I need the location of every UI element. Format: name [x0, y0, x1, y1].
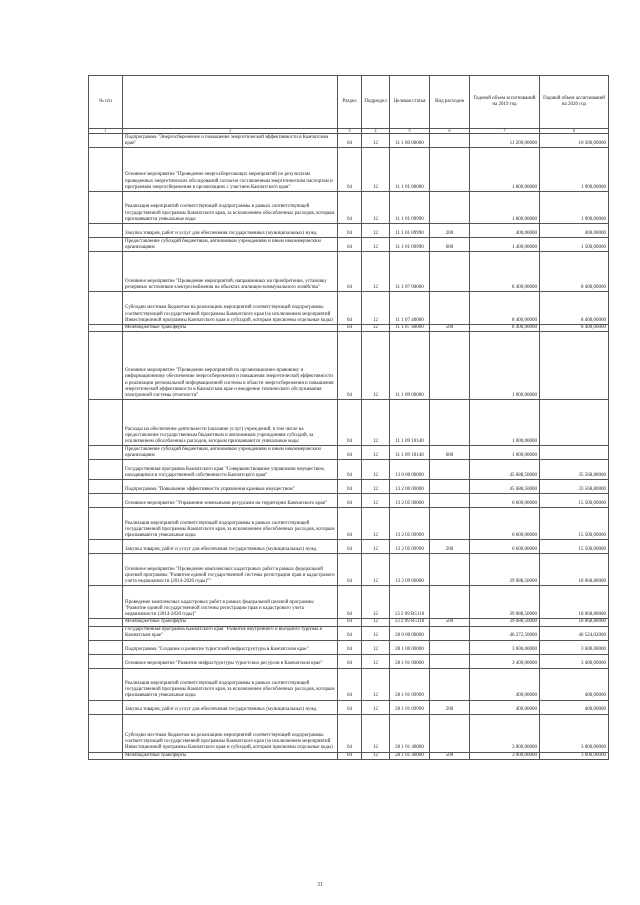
expense-type-cell: 600	[430, 238, 470, 252]
row-number-cell	[89, 508, 123, 540]
expense-type-cell	[430, 148, 470, 192]
volume-2019-cell: 400,00000	[470, 668, 540, 700]
column-number: 6	[430, 129, 470, 134]
section-cell: 04	[338, 494, 362, 508]
subsection-cell: 12	[362, 192, 390, 224]
target-article-cell: 28 1 01 00000	[390, 654, 430, 668]
subsection-cell: 12	[362, 332, 390, 400]
volume-2019-cell: 6 600,00000	[470, 540, 540, 554]
section-cell: 04	[338, 400, 362, 446]
subsection-cell: 12	[362, 460, 390, 480]
volume-2020-cell: 1 900,00000	[540, 148, 609, 192]
row-number-cell	[89, 586, 123, 619]
table-row	[89, 224, 609, 238]
expense-type-cell	[430, 400, 470, 446]
column-number: 1	[89, 129, 123, 134]
volume-2020-cell	[540, 446, 609, 460]
row-name-cell: Реализация мероприятий соответствующей подпрограммы в рамках соответствующей государственной программы Камчатского края, за исключением обособленных расходов, которым присваиваются уникальные коды	[123, 508, 338, 540]
section-cell: 04	[338, 714, 362, 752]
table-row	[89, 540, 609, 554]
expense-type-cell	[430, 292, 470, 325]
target-article-cell: 11 1 01 09990	[390, 192, 430, 224]
target-article-cell: 13 2 05 09990	[390, 508, 430, 540]
row-name-cell: Расходы на обеспечение деятельности (оказание услуг) учреждений, в том числе на предоставление государственным бюджетным и автономным учреждениям субсидий, за исключением обособленных расходов, которым присваиваются уникальные коды	[123, 400, 338, 446]
table-row	[89, 480, 609, 494]
expense-type-cell: 500	[430, 325, 470, 332]
volume-2020-cell: 3 000,00000	[540, 714, 609, 752]
row-number-cell	[89, 480, 123, 494]
section-cell: 04	[338, 332, 362, 400]
subsection-cell: 12	[362, 325, 390, 332]
volume-2019-cell: 1 800,00000	[470, 148, 540, 192]
subsection-cell: 12	[362, 446, 390, 460]
target-article-cell: 13 2 09 00000	[390, 554, 430, 586]
target-article-cell: 11 1 01 09990	[390, 224, 430, 238]
subsection-cell: 12	[362, 700, 390, 714]
target-article-cell: 28 1 01 09990	[390, 700, 430, 714]
target-article-cell: 11 1 07 40060	[390, 292, 430, 325]
expense-type-cell	[430, 494, 470, 508]
subsection-cell: 12	[362, 640, 390, 654]
subsection-cell: 12	[362, 494, 390, 508]
target-article-cell: 11 1 09 10140	[390, 446, 430, 460]
section-cell: 04	[338, 626, 362, 640]
volume-2020-cell: 33 568,80000	[540, 480, 609, 494]
section-cell: 04	[338, 554, 362, 586]
subsection-cell: 12	[362, 554, 390, 586]
volume-2019-cell: 8 400,00000	[470, 252, 540, 292]
target-article-cell: 28 1 01 40060	[390, 752, 430, 759]
row-name-cell: Предоставление субсидий бюджетным, автономным учреждениям и иным некоммерческим организациям	[123, 238, 338, 252]
row-number-cell	[89, 752, 123, 759]
table-row	[89, 238, 609, 252]
row-name-cell: Государственная программа Камчатского края "Развитие внутреннего и въездного туризма в Камчатском крае"	[123, 626, 338, 640]
section-cell: 04	[338, 752, 362, 759]
subsection-cell: 12	[362, 400, 390, 446]
row-number-cell	[89, 446, 123, 460]
volume-2019-cell: 3 600,00000	[470, 640, 540, 654]
row-name-cell: Государственная программа Камчатского края "Совершенствование управления имуществом, находящимся в государственной собственности Камчатского края"	[123, 460, 338, 480]
table-row	[89, 640, 609, 654]
expense-type-cell	[430, 668, 470, 700]
volume-2019-cell: 39 088,50000	[470, 554, 540, 586]
volume-2019-cell: 400,00000	[470, 700, 540, 714]
row-number-cell	[89, 619, 123, 626]
row-name-cell: Межбюджетные трансферты	[123, 325, 338, 332]
table-row	[89, 446, 609, 460]
subsection-cell: 12	[362, 508, 390, 540]
target-article-cell: 11 1 01 09990	[390, 238, 430, 252]
header-name	[123, 76, 338, 129]
row-name-cell: Предоставление субсидий бюджетным, автономным учреждениям и иным некоммерческим организациям	[123, 446, 338, 460]
volume-2020-cell: 8 400,00000	[540, 252, 609, 292]
target-article-cell: 13 2 00 00000	[390, 480, 430, 494]
section-cell: 04	[338, 252, 362, 292]
volume-2020-cell: 1 500,00000	[540, 238, 609, 252]
target-article-cell: 13 0 00 00000	[390, 460, 430, 480]
target-article-cell: 13 2 09 R5110	[390, 586, 430, 619]
section-cell: 04	[338, 654, 362, 668]
row-number-cell	[89, 400, 123, 446]
row-name-cell: Закупка товаров, работ и услуг для обеспечения государственных (муниципальных) нужд	[123, 224, 338, 238]
subsection-cell: 12	[362, 224, 390, 238]
table-row	[89, 134, 609, 148]
table-row	[89, 325, 609, 332]
volume-2019-cell: 1 800,00000	[470, 192, 540, 224]
target-article-cell: 11 1 00 00000	[390, 134, 430, 148]
row-name-cell: Субсидии местным бюджетам на реализацию мероприятий соответствующей подпрограммы соответствующей государственной программы Камчатского края (за исключением мероприятий Инвестиционной программы Камчатского края и субсидий, которым присвоены отдельные коды)	[123, 292, 338, 325]
row-name-cell: Основное мероприятие "Развитие инфраструктуры туристских ресурсов в Камчатском крае"	[123, 654, 338, 668]
target-article-cell: 28 1 01 40060	[390, 714, 430, 752]
row-name-cell: Основное мероприятие "Проведение мероприятий, направленных на приобретение, установку резервных источников электроснабжения на объектах жилищно-коммунального хозяйства"	[123, 252, 338, 292]
volume-2020-cell: 3 000,00000	[540, 752, 609, 759]
row-name-cell: Реализация мероприятий соответствующей подпрограммы в рамках соответствующей государственной программы Камчатского края, за исключением обособленных расходов, которым присваиваются уникальные коды	[123, 668, 338, 700]
table-row	[89, 400, 609, 446]
table-row	[89, 460, 609, 480]
target-article-cell: 11 1 09 00000	[390, 332, 430, 400]
volume-2020-cell: 3 600,00000	[540, 640, 609, 654]
row-number-cell	[89, 332, 123, 400]
volume-2020-cell: 3 400,00000	[540, 654, 609, 668]
subsection-cell: 12	[362, 252, 390, 292]
expense-type-cell	[430, 480, 470, 494]
subsection-cell: 12	[362, 292, 390, 325]
expense-type-cell: 200	[430, 700, 470, 714]
row-number-cell	[89, 554, 123, 586]
section-cell: 04	[338, 134, 362, 148]
row-name-cell: Основное мероприятие "Проведение мероприятий по организационно-правовому и информационному обеспечению энергосбережения и повышения энергетической эффективности и реализации региональной информационной системы в области энергосбережения и повышения энергетической эффективности в Камчатском крае и внедрение технического обслуживания электронной системы отчетности"	[123, 332, 338, 400]
row-number-cell	[89, 134, 123, 148]
section-cell: 04	[338, 292, 362, 325]
volume-2020-cell: 400,00000	[540, 700, 609, 714]
table-row	[89, 626, 609, 640]
row-name-cell: Подпрограмма "Повышение эффективности управления краевым имуществом"	[123, 480, 338, 494]
target-article-cell: 13 2 05 00000	[390, 494, 430, 508]
column-number: 7	[470, 129, 540, 134]
row-name-cell: Подпрограмма "Энергосбережение и повышение энергетической эффективности в Камчатском крае"	[123, 134, 338, 148]
section-cell: 04	[338, 640, 362, 654]
table-row	[89, 619, 609, 626]
table-row	[89, 192, 609, 224]
row-number-cell	[89, 714, 123, 752]
volume-2019-cell: 6 600,00000	[470, 494, 540, 508]
row-number-cell	[89, 540, 123, 554]
volume-2020-cell: 18 068,80000	[540, 554, 609, 586]
table-row	[89, 252, 609, 292]
row-number-cell	[89, 640, 123, 654]
row-number-cell	[89, 292, 123, 325]
table-row	[89, 586, 609, 619]
budget-document	[88, 75, 608, 760]
volume-2019-cell: 8 400,00000	[470, 292, 540, 325]
section-cell: 04	[338, 668, 362, 700]
subsection-cell: 12	[362, 238, 390, 252]
target-article-cell: 11 1 07 00000	[390, 252, 430, 292]
target-article-cell: 13 2 05 09990	[390, 540, 430, 554]
subsection-cell: 12	[362, 752, 390, 759]
volume-2019-cell: 3 000,00000	[470, 752, 540, 759]
row-name-cell: Реализация мероприятий соответствующей подпрограммы в рамках соответствующей государственной программы Камчатского края, за исключением обособленных расходов, которым присваиваются уникальные коды	[123, 192, 338, 224]
volume-2020-cell: 400,00000	[540, 224, 609, 238]
volume-2019-cell: 1 000,00000	[470, 400, 540, 446]
volume-2020-cell: 46 524,02000	[540, 626, 609, 640]
section-cell: 04	[338, 446, 362, 460]
section-cell: 04	[338, 480, 362, 494]
volume-2019-cell: 1 000,00000	[470, 446, 540, 460]
header-expense-type: Вид расходов	[430, 76, 470, 129]
row-name-cell: Межбюджетные трансферты	[123, 619, 338, 626]
table-header-row	[89, 76, 609, 129]
column-number: 8	[540, 129, 609, 134]
volume-2019-cell: 45 688,50000	[470, 480, 540, 494]
row-number-cell	[89, 148, 123, 192]
volume-2020-cell: 35 568,80000	[540, 460, 609, 480]
subsection-cell: 12	[362, 626, 390, 640]
column-number: 2	[123, 129, 338, 134]
row-name-cell: Субсидии местным бюджетам на реализацию мероприятий соответствующей подпрограммы соответствующей государственной программы Камчатского края (за исключением мероприятий Инвестиционной программы Камчатского края и субсидий, которым присвоены отдельные коды)	[123, 714, 338, 752]
volume-2020-cell: 15 500,00000	[540, 494, 609, 508]
section-cell: 04	[338, 224, 362, 238]
expense-type-cell	[430, 508, 470, 540]
expense-type-cell	[430, 654, 470, 668]
section-cell: 04	[338, 619, 362, 626]
row-name-cell: Подпрограмма "Создание и развитие туристской инфраструктуры в Камчатском крае"	[123, 640, 338, 654]
section-cell: 04	[338, 460, 362, 480]
header-subsection: Подраздел	[362, 76, 390, 129]
row-number-cell	[89, 192, 123, 224]
section-cell: 04	[338, 586, 362, 619]
volume-2020-cell: 18 068,80000	[540, 619, 609, 626]
expense-type-cell	[430, 586, 470, 619]
expense-type-cell	[430, 554, 470, 586]
subsection-cell: 12	[362, 586, 390, 619]
row-number-cell	[89, 224, 123, 238]
subsection-cell: 12	[362, 619, 390, 626]
row-name-cell: Основное мероприятие "Проведение энергосберегающих мероприятий по результатам проведенных энергетических обследований согласно составленным энергетическим паспортам и программам энергосбережения в организациях с участием Камчатского края"	[123, 148, 338, 192]
volume-2020-cell: 18 068,80000	[540, 586, 609, 619]
table-row	[89, 332, 609, 400]
table-row	[89, 752, 609, 759]
table-row	[89, 508, 609, 540]
target-article-cell: 28 1 00 00000	[390, 640, 430, 654]
target-article-cell: 11 1 09 10140	[390, 400, 430, 446]
table-row	[89, 654, 609, 668]
volume-2019-cell: 1 400,00000	[470, 238, 540, 252]
subsection-cell: 12	[362, 654, 390, 668]
expense-type-cell	[430, 134, 470, 148]
subsection-cell: 12	[362, 668, 390, 700]
expense-type-cell	[430, 714, 470, 752]
subsection-cell: 12	[362, 540, 390, 554]
column-number: 4	[362, 129, 390, 134]
table-row	[89, 700, 609, 714]
expense-type-cell	[430, 192, 470, 224]
section-cell: 04	[338, 508, 362, 540]
column-number: 5	[390, 129, 430, 134]
page-number: 31	[317, 882, 323, 888]
volume-2020-cell: 10 300,00000	[540, 134, 609, 148]
table-row	[89, 494, 609, 508]
volume-2019-cell: 6 600,00000	[470, 508, 540, 540]
volume-2019-cell: 1 000,00000	[470, 332, 540, 400]
row-name-cell: Основное мероприятие "Управление земельными ресурсами на территории Камчатского края"	[123, 494, 338, 508]
volume-2020-cell	[540, 400, 609, 446]
volume-2019-cell: 400,00000	[470, 224, 540, 238]
table-row	[89, 554, 609, 586]
section-cell: 04	[338, 540, 362, 554]
row-number-cell	[89, 654, 123, 668]
expense-type-cell: 200	[430, 540, 470, 554]
row-number-cell	[89, 238, 123, 252]
expense-type-cell: 600	[430, 446, 470, 460]
subsection-cell: 12	[362, 480, 390, 494]
volume-2019-cell: 39 088,50000	[470, 586, 540, 619]
row-number-cell	[89, 252, 123, 292]
column-number: 3	[338, 129, 362, 134]
volume-2020-cell: 400,00000	[540, 668, 609, 700]
table-row	[89, 668, 609, 700]
volume-2019-cell: 3 400,00000	[470, 654, 540, 668]
target-article-cell: 11 1 07 40060	[390, 325, 430, 332]
header-number: № п/п	[89, 76, 123, 129]
volume-2019-cell: 8 400,00000	[470, 325, 540, 332]
target-article-cell: 28 0 00 00000	[390, 626, 430, 640]
row-name-cell: Проведение комплексных кадастровых работ в рамках федеральной целевой программы "Развитие единой государственной системы регистрации прав и кадастрового учета недвижимости (2014-2020 годы)"	[123, 586, 338, 619]
volume-2019-cell: 11 200,00000	[470, 134, 540, 148]
row-name-cell: Закупка товаров, работ и услуг для обеспечения государственных (муниципальных) нужд	[123, 540, 338, 554]
target-article-cell: 13 2 09 R5110	[390, 619, 430, 626]
row-number-cell	[89, 700, 123, 714]
row-number-cell	[89, 626, 123, 640]
expense-type-cell	[430, 252, 470, 292]
volume-2020-cell: 8 400,00000	[540, 325, 609, 332]
expense-type-cell	[430, 626, 470, 640]
volume-2020-cell: 1 900,00000	[540, 192, 609, 224]
volume-2020-cell: 8 400,00000	[540, 292, 609, 325]
table-row	[89, 292, 609, 325]
volume-2020-cell	[540, 332, 609, 400]
row-number-cell	[89, 325, 123, 332]
expense-type-cell: 500	[430, 619, 470, 626]
expense-type-cell	[430, 332, 470, 400]
table-row	[89, 148, 609, 192]
volume-2019-cell: 46 272,50000	[470, 626, 540, 640]
header-volume-2019: Годовой объем ассигнований на 2019 год	[470, 76, 540, 129]
row-number-cell	[89, 668, 123, 700]
expense-type-cell	[430, 640, 470, 654]
subsection-cell: 12	[362, 134, 390, 148]
header-volume-2020: Годовой объем ассигнований на 2020 год	[540, 76, 609, 129]
row-name-cell: Закупка товаров, работ и услуг для обеспечения государственных (муниципальных) нужд	[123, 700, 338, 714]
section-cell: 04	[338, 192, 362, 224]
target-article-cell: 28 1 01 09990	[390, 668, 430, 700]
section-cell: 04	[338, 700, 362, 714]
expense-type-cell: 500	[430, 752, 470, 759]
expense-type-cell	[430, 460, 470, 480]
volume-2020-cell: 15 500,00000	[540, 540, 609, 554]
header-target-article: Целевая статья	[390, 76, 430, 129]
row-name-cell: Межбюджетные трансферты	[123, 752, 338, 759]
section-cell: 04	[338, 148, 362, 192]
subsection-cell: 12	[362, 714, 390, 752]
expense-type-cell: 200	[430, 224, 470, 238]
volume-2019-cell: 3 000,00000	[470, 714, 540, 752]
volume-2019-cell: 45 688,50000	[470, 460, 540, 480]
section-cell: 04	[338, 238, 362, 252]
target-article-cell: 11 1 01 00000	[390, 148, 430, 192]
row-name-cell: Основное мероприятие "Проведение комплексных кадастровых работ в рамках федеральной целевой программы "Развитие единой государственной системы регистрации прав и кадастрового учета недвижимости (2014-2020 годы)""	[123, 554, 338, 586]
header-section: Раздел	[338, 76, 362, 129]
volume-2020-cell: 15 500,00000	[540, 508, 609, 540]
table-row	[89, 714, 609, 752]
section-cell: 04	[338, 325, 362, 332]
row-number-cell	[89, 494, 123, 508]
budget-table	[88, 75, 609, 760]
row-number-cell	[89, 460, 123, 480]
subsection-cell: 12	[362, 148, 390, 192]
volume-2019-cell: 39 088,50000	[470, 619, 540, 626]
